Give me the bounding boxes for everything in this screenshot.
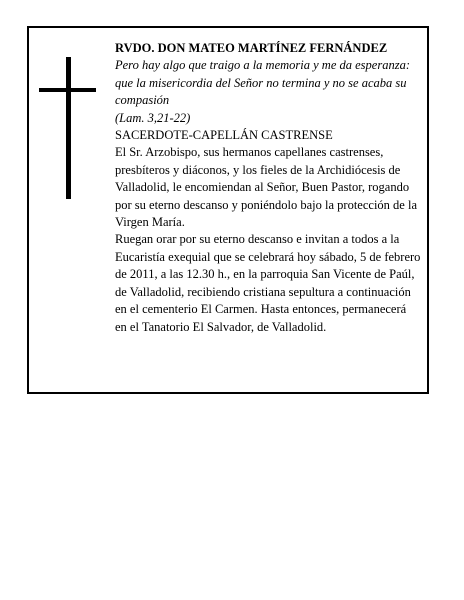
deceased-name: RVDO. DON MATEO MARTÍNEZ FERNÁNDEZ [115,41,388,55]
notice-content [115,40,421,336]
scripture-quote: Pero hay algo que traigo a la memoria y me da esperanza: que la misericordia del Señor no termina y no se acaba su compasión [115,58,410,108]
notice-paragraph-funeral-details: Ruegan orar por su eterno descanso e invitan a todos a la Eucaristía exequial que se celebrará hoy sábado, 5 de febrero de 2011, a las 12.30 h., en la parroquia San Vicente de Paúl, de Valladolid, recibiendo cristiana sepultura a continuación en el cementerio El Carmen. Hasta entonces, permanecerá en el Tanatorio El Salvador, de Valladolid. [115,232,421,334]
cross-icon [39,57,96,199]
deceased-title: SACERDOTE-CAPELLÁN CASTRENSE [115,128,333,143]
cross-vertical-bar [66,57,71,199]
obituary-notice [27,26,429,394]
notice-paragraph-announcement: El Sr. Arzobispo, sus hermanos capellanes castrenses, presbíteros y diáconos, y los fieles de la Archidiócesis de Valladolid, le encomiendan al Señor, Buen Pastor, rogando por su eterno descanso y poniéndolo bajo la protección de la Virgen María. [115,145,417,230]
scripture-reference: (Lam. 3,21-22) [115,110,191,125]
cross-horizontal-bar [39,88,96,92]
